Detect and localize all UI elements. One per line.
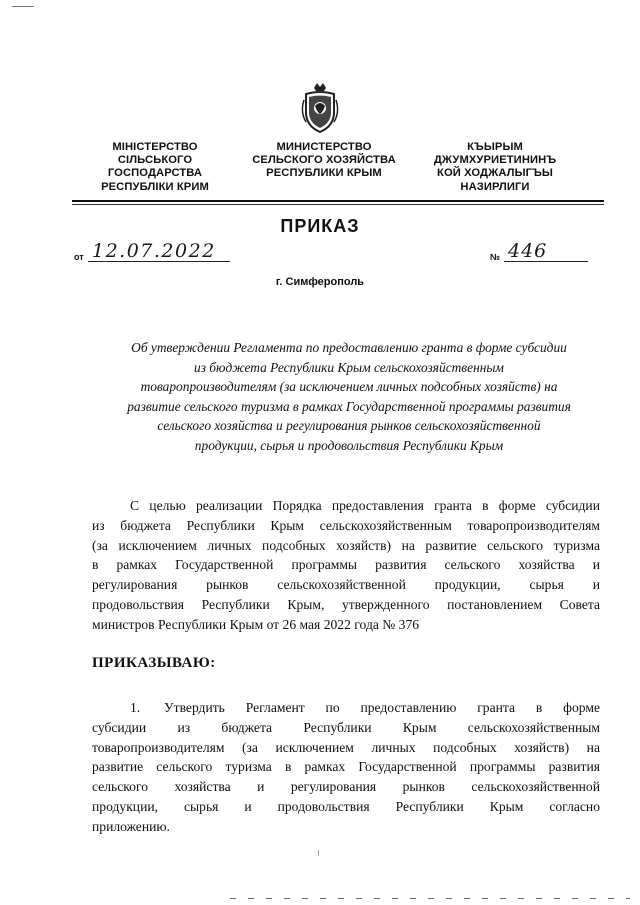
- coat-of-arms-icon: [300, 82, 340, 134]
- header-line: РЕСПУБЛИКИ КРЫМ: [266, 167, 382, 180]
- document-date: 12.07.2022: [88, 240, 230, 262]
- header-divider: [72, 200, 604, 202]
- document-number: 446: [504, 240, 588, 262]
- header-line: КЪЫРЫМ: [467, 141, 523, 153]
- item-line: сельского хозяйства и регулирования рынков сельскохозяйственной: [92, 779, 600, 795]
- item-line: субсидии из бюджета Республики Крым сельскохозяйственным: [92, 719, 600, 735]
- header-line: МІНІСТЕРСТВО: [112, 141, 198, 153]
- header-line: РЕСПУБЛІКИ КРИМ: [101, 180, 209, 193]
- document-title: ПРИКАЗ: [280, 216, 360, 236]
- paragraph-line: в рамках Государственной программы развития сельского хозяйства и: [92, 557, 600, 573]
- subject-line: из бюджета Республики Крым сельскохозяйственным: [194, 359, 504, 375]
- header-line: ГОСПОДАРСТВА: [107, 167, 203, 180]
- ministry-name-crimean-tatar: [420, 141, 570, 194]
- header-line: МИНИСТЕРСТВО: [276, 141, 372, 153]
- item-line: развитие сельского туризма в рамках Государственной программы развития: [92, 759, 600, 775]
- scan-artifact: [12, 6, 34, 7]
- ministry-name-russian: [238, 141, 410, 181]
- item-line: приложению.: [92, 818, 170, 834]
- paragraph-line: С целью реализации Порядка предоставления гранта в форме субсидии: [130, 498, 600, 513]
- paragraph-line: продовольствия Республики Крым, утвержденного постановлением Совета: [92, 596, 600, 612]
- preamble-paragraph: [92, 496, 600, 635]
- subject-line: Об утверждении Регламента по предоставлению гранта в форме субсидии: [131, 340, 567, 355]
- subject-line: развитие сельского туризма в рамках Государственной программы развития: [127, 398, 571, 414]
- scan-artifact: [318, 850, 319, 856]
- paragraph-line: (за исключением личных подсобных хозяйств) на развитие сельского туризма: [92, 537, 600, 553]
- item-line: продукции, сырья и продовольствия Республики Крым согласно: [92, 798, 600, 814]
- scan-artifact: [230, 898, 630, 899]
- paragraph-line: из бюджета Республики Крым сельскохозяйственным товаропроизводителям: [92, 517, 600, 533]
- ministry-name-ukrainian: [82, 141, 228, 194]
- order-item-1: [92, 698, 600, 837]
- header-divider-thin: [72, 204, 604, 205]
- item-line: товаропроизводителям (за исключением личных подсобных хозяйств) на: [92, 739, 600, 755]
- date-label: от: [74, 252, 84, 262]
- paragraph-line: министров Республики Крым от 26 мая 2022 года № 376: [92, 616, 420, 632]
- header-line: ДЖУМХУРИЕТИНИНЪ: [433, 154, 557, 167]
- order-heading: ПРИКАЗЫВАЮ:: [92, 655, 216, 671]
- item-line-text: Утвердить Регламент по предоставлению гранта в форме: [164, 700, 600, 715]
- header-line: СЕЛЬСКОГО ХОЗЯЙСТВА: [252, 154, 396, 167]
- header-line: КОЙ ХОДЖАЛЫГЪЫ: [437, 167, 553, 180]
- paragraph-line: регулирования рынков сельскохозяйственной продукции, сырья и: [92, 577, 600, 593]
- header-line: СІЛЬСЬКОГО: [117, 154, 193, 167]
- document-subject: [88, 338, 610, 456]
- subject-line: сельского хозяйства и регулирования рынков сельскохозяйственной: [157, 418, 541, 434]
- subject-line: продукции, сырья и продовольствия Республики Крым: [194, 437, 504, 453]
- subject-line: товаропроизводителям (за исключением личных подсобных хозяйств) на: [140, 379, 558, 395]
- number-label: №: [490, 252, 501, 262]
- item-first-line: [92, 698, 600, 718]
- document-city: г. Симферополь: [275, 276, 365, 288]
- item-number: 1.: [130, 700, 141, 715]
- header-line: НАЗИРЛИГИ: [460, 180, 530, 193]
